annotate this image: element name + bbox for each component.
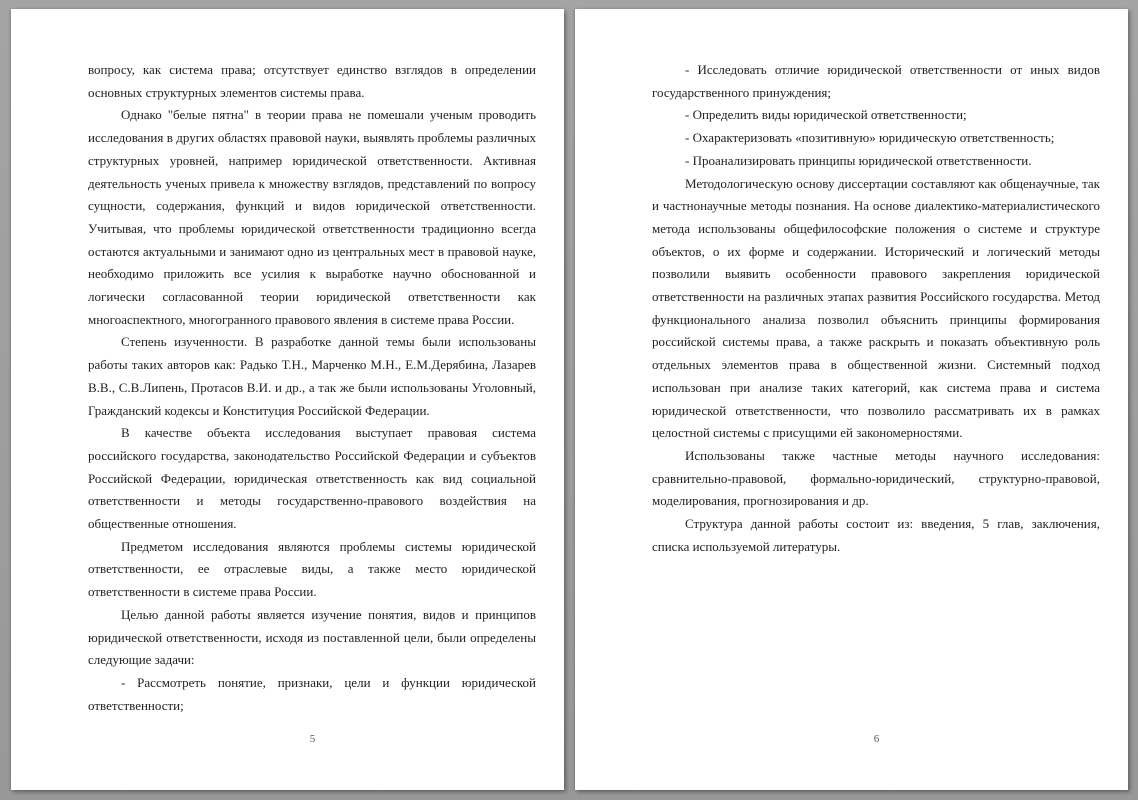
page-text (88, 59, 536, 717)
page-text (652, 59, 1100, 558)
list-item: - Проанализировать принципы юридической ответственности. (685, 152, 1032, 168)
list-item: - Исследовать отличие юридической ответственности от иных видов государственного принуждения; (652, 62, 1100, 100)
list-item: - Охарактеризовать «позитивную» юридическую ответственность; (685, 130, 1055, 146)
document-page-6 (575, 9, 1128, 790)
list-item: - Определить виды юридической ответственности; (685, 107, 967, 123)
paragraph: Однако "белые пятна" в теории права не помешали ученым проводить исследования в других областях правовой науки, выявлять проблемы различных структурных уровней, например юридической ответственности. Активная деятельность ученых привела к множеству взглядов, представлений по вопросу сущности, содержания, функций и видов юридической ответственности. Учитывая, что проблемы юридической ответственности традиционно всегда остаются актуальными и занимают одно из центральных мест в правовой науке, необходимо приложить все усилия к выработке научно обоснованной и логически согласованной теории юридической ответственности как многоаспектного, многогранного правового явления в системе права России. (88, 107, 536, 327)
paragraph: Предметом исследования являются проблемы системы юридической ответственности, ее отраслевые виды, а также место юридической ответственности в системе права России. (88, 538, 536, 600)
list-item: - Рассмотреть понятие, признаки, цели и функции юридической ответственности; (88, 674, 536, 713)
paragraph: Целью данной работы является изучение понятия, видов и принципов юридической ответственности, исходя из поставленной цели, были определены следующие задачи: (88, 606, 536, 668)
paragraph: В качестве объекта исследования выступает правовая система российского государства, законодательство Российской Федерации и субъектов Российской Федерации, юридическая ответственность как вид социальной ответственности и методы государственно-правового воздействия на общественные отношения. (88, 425, 536, 532)
paragraph: Использованы также частные методы научного исследования: сравнительно-правовой, формально-юридический, структурно-правовой, моделирования, прогнозирования и др. (652, 447, 1100, 509)
paragraph: Структура данной работы состоит из: введения, 5 глав, заключения, списка используемой литературы. (652, 516, 1100, 554)
paragraph: вопросу, как система права; отсутствует единство взглядов в определении основных структурных элементов системы права. (88, 62, 536, 100)
paragraph: Степень изученности. В разработке данной темы были использованы работы таких авторов как: Радько Т.Н., Марченко М.Н., Е.М.Дерябина, Лазарев В.В., С.В.Липень, Протасов В.И. и др., а так же были использованы Уголовный, Гражданский кодексы и Конституция Российской Федерации. (88, 334, 536, 418)
page-number: 6 (873, 733, 880, 745)
paragraph: Методологическую основу диссертации составляют как общенаучные, так и частнонаучные методы познания. На основе диалектико-материалистического метода использованы общефилософские положения о системе и структуре объектов, о их форме и содержании. Исторический и логический методы позволили выявить особенности правового закрепления юридической ответственности на различных этапах развития Российского государства. Метод функционального анализа позволил объяснить принципы формирования российской системы права, а также раскрыть и показать объективную роль отдельных элементов права в общественной жизни. Системный подход использован при анализе таких категорий, как система права и система юридической ответственности, что позволило рассматривать их в рамках целостной системы с присущими ей закономерностями. (652, 175, 1100, 441)
page-number: 5 (309, 733, 316, 745)
document-page-5 (11, 9, 564, 790)
